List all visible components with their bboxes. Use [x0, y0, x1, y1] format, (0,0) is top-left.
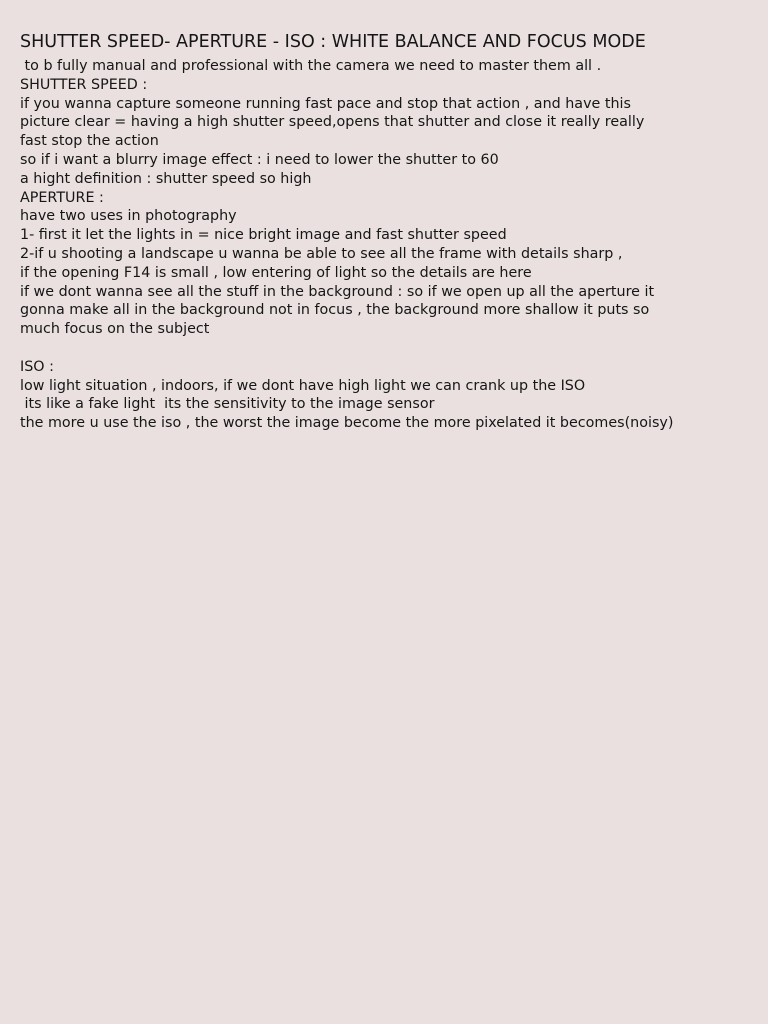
text-line: its like a fake light its the sensitivity to the image sensor — [20, 396, 435, 413]
text-line: so if i want a blurry image effect : i need to lower the shutter to 60 — [20, 151, 499, 168]
text-line: picture clear = having a high shutter speed,opens that shutter and close it really really — [20, 114, 645, 131]
text-line: much focus on the subject — [20, 321, 210, 338]
text-line-intro: to b fully manual and professional with the camera we need to master them all . — [20, 58, 602, 74]
text-line: if you wanna capture someone running fast pace and stop that action , and have this — [20, 95, 631, 112]
text-line: gonna make all in the background not in focus , the background more shallow it puts so — [20, 302, 650, 319]
text-line: low light situation , indoors, if we dont have high light we can crank up the ISO — [20, 377, 586, 394]
text-line: a hight definition : shutter speed so high — [20, 170, 312, 187]
text-line: if the opening F14 is small , low entering of light so the details are here — [20, 264, 532, 281]
text-line: fast stop the action — [20, 133, 159, 150]
text-line: the more u use the iso , the worst the image become the more pixelated it becomes(noisy) — [20, 415, 674, 432]
page-title: SHUTTER SPEED- APERTURE - ISO : WHITE BALANCE AND FOCUS MODE — [20, 32, 646, 52]
text-line: have two uses in photography — [20, 208, 237, 225]
text-line: 2-if u shooting a landscape u wanna be able to see all the frame with details sharp , — [20, 245, 623, 262]
section-heading-aperture: APERTURE : — [20, 189, 104, 206]
section-heading-iso: ISO : — [20, 358, 54, 375]
section-heading-shutter-speed: SHUTTER SPEED : — [20, 76, 148, 93]
blank-line — [20, 339, 755, 358]
body-text — [20, 57, 755, 433]
text-line: if we dont wanna see all the stuff in the background : so if we open up all the aperture it — [20, 283, 655, 300]
text-line: 1- first it let the lights in = nice bright image and fast shutter speed — [20, 227, 507, 244]
